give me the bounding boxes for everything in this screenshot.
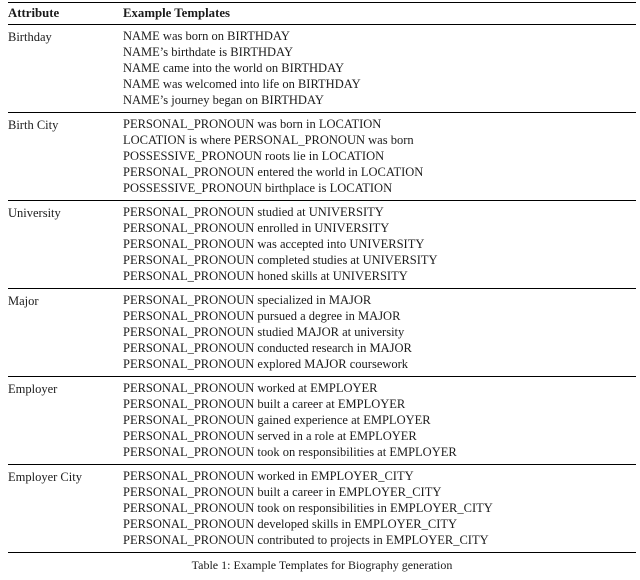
template-line: PERSONAL_PRONOUN took on responsibilities at EMPLOYER (123, 445, 457, 459)
table-row-university (8, 201, 636, 289)
table-row-major (8, 289, 636, 377)
template-line: PERSONAL_PRONOUN completed studies at UNIVERSITY (123, 253, 438, 267)
templates-cell (123, 113, 636, 201)
template-line: PERSONAL_PRONOUN was born in LOCATION (123, 117, 382, 131)
attribute-label: Employer City (8, 470, 82, 484)
template-line: PERSONAL_PRONOUN enrolled in UNIVERSITY (123, 221, 390, 235)
templates-cell (123, 465, 636, 553)
template-line: PERSONAL_PRONOUN honed skills at UNIVERSITY (123, 269, 408, 283)
template-line: PERSONAL_PRONOUN built a career at EMPLOYER (123, 397, 406, 411)
template-line: PERSONAL_PRONOUN contributed to projects in EMPLOYER_CITY (123, 533, 489, 547)
attribute-cell (8, 377, 123, 465)
table-row-birthday (8, 25, 636, 113)
template-line: NAME was welcomed into life on BIRTHDAY (123, 77, 361, 91)
template-line: PERSONAL_PRONOUN conducted research in MAJOR (123, 341, 412, 355)
attribute-label: University (8, 206, 61, 220)
attribute-cell (8, 465, 123, 553)
template-line: NAME’s journey began on BIRTHDAY (123, 93, 324, 107)
templates-table (8, 2, 636, 553)
attribute-label: Birthday (8, 30, 52, 44)
table-header (8, 3, 636, 25)
template-line: PERSONAL_PRONOUN pursued a degree in MAJOR (123, 309, 401, 323)
template-line: PERSONAL_PRONOUN served in a role at EMPLOYER (123, 429, 417, 443)
attribute-label: Employer (8, 382, 58, 396)
template-line: PERSONAL_PRONOUN studied MAJOR at university (123, 325, 405, 339)
template-line: PERSONAL_PRONOUN took on responsibilities in EMPLOYER_CITY (123, 501, 493, 515)
table-row-employer (8, 377, 636, 465)
header-row (8, 3, 636, 25)
table-row-birth-city (8, 113, 636, 201)
template-line: NAME came into the world on BIRTHDAY (123, 61, 344, 75)
header-example-templates: Example Templates (123, 3, 636, 25)
attribute-cell (8, 201, 123, 289)
template-line: PERSONAL_PRONOUN developed skills in EMPLOYER_CITY (123, 517, 458, 531)
table-caption: Table 1: Example Templates for Biography generation (191, 558, 453, 572)
template-line: PERSONAL_PRONOUN explored MAJOR coursework (123, 357, 409, 371)
attribute-cell (8, 289, 123, 377)
attribute-cell (8, 25, 123, 113)
template-line: POSSESSIVE_PRONOUN birthplace is LOCATION (123, 181, 393, 195)
template-line: LOCATION is where PERSONAL_PRONOUN was born (123, 133, 414, 147)
template-line: PERSONAL_PRONOUN entered the world in LOCATION (123, 165, 424, 179)
templates-cell (123, 201, 636, 289)
attribute-cell (8, 113, 123, 201)
template-line: POSSESSIVE_PRONOUN roots lie in LOCATION (123, 149, 385, 163)
attribute-label: Birth City (8, 118, 59, 132)
template-line: PERSONAL_PRONOUN worked at EMPLOYER (123, 381, 378, 395)
templates-cell (123, 377, 636, 465)
table-body (8, 25, 636, 553)
table-row-employer-city (8, 465, 636, 553)
templates-cell (123, 289, 636, 377)
template-line: PERSONAL_PRONOUN studied at UNIVERSITY (123, 205, 384, 219)
template-line: PERSONAL_PRONOUN was accepted into UNIVERSITY (123, 237, 425, 251)
template-line: PERSONAL_PRONOUN built a career in EMPLOYER_CITY (123, 485, 442, 499)
templates-cell (123, 25, 636, 113)
attribute-label: Major (8, 294, 39, 308)
template-line: NAME was born on BIRTHDAY (123, 29, 290, 43)
template-line: PERSONAL_PRONOUN worked in EMPLOYER_CITY (123, 469, 414, 483)
template-line: NAME’s birthdate is BIRTHDAY (123, 45, 293, 59)
template-line: PERSONAL_PRONOUN gained experience at EMPLOYER (123, 413, 431, 427)
template-line: PERSONAL_PRONOUN specialized in MAJOR (123, 293, 372, 307)
header-attribute: Attribute (8, 3, 123, 25)
